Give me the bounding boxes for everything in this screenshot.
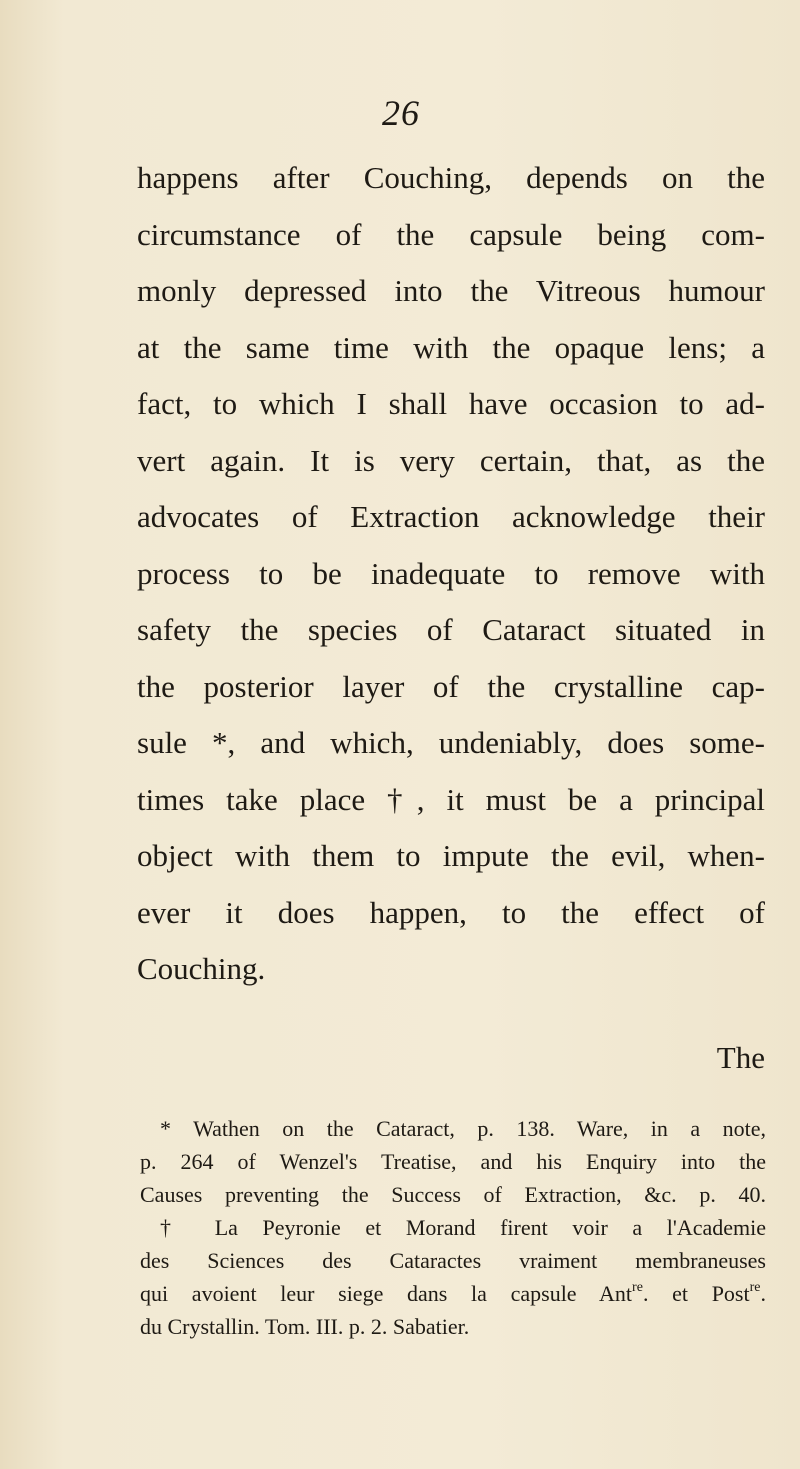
- body-line: times take place †, it must be a principal: [137, 781, 765, 817]
- footnote-text: qui avoient leur siege dans la capsule Ant: [140, 1281, 633, 1306]
- footnote-line: p. 264 of Wenzel's Treatise, and his Enquiry into the: [140, 1149, 766, 1174]
- body-line: at the same time with the opaque lens; a: [137, 329, 765, 365]
- superscript: re: [749, 1280, 761, 1295]
- footnote-text: .: [760, 1281, 766, 1306]
- body-line: vert again. It is very certain, that, as the: [137, 442, 765, 478]
- footnote-line: des Sciences des Cataractes vraiment membraneuses: [140, 1248, 766, 1273]
- body-line: circumstance of the capsule being com-: [137, 216, 765, 252]
- body-line: Couching.: [137, 951, 266, 986]
- footnote-line: * Wathen on the Cataract, p. 138. Ware, in a note,: [160, 1116, 766, 1141]
- footnote-line: [140, 1277, 766, 1310]
- footnote-line: du Crystallin. Tom. III. p. 2. Sabatier.: [140, 1314, 470, 1339]
- body-line: process to be inadequate to remove with: [137, 555, 765, 591]
- catchword: The: [716, 1040, 765, 1075]
- footnote-line: † La Peyronie et Morand firent voir a l'Academie: [160, 1215, 766, 1240]
- footnote-line: Causes preventing the Success of Extraction, &c. p. 40.: [140, 1182, 766, 1207]
- body-line: sule *, and which, undeniably, does some-: [137, 725, 765, 760]
- body-line: the posterior layer of the crystalline cap-: [137, 668, 765, 704]
- footnote-text: . et Post: [642, 1281, 750, 1306]
- footnotes: [140, 1112, 766, 1343]
- body-line: advocates of Extraction acknowledge their: [137, 499, 765, 534]
- body-text: [137, 150, 765, 998]
- body-line: safety the species of Cataract situated in: [137, 612, 765, 647]
- body-line: fact, to which I shall have occasion to ad-: [137, 386, 765, 421]
- page-number: 26: [382, 93, 420, 133]
- body-line: happens after Couching, depends on the: [137, 160, 765, 195]
- body-line: ever it does happen, to the effect of: [137, 894, 765, 930]
- body-line: object with them to impute the evil, when-: [137, 838, 765, 873]
- body-line: monly depressed into the Vitreous humour: [137, 273, 765, 308]
- superscript: re: [632, 1280, 643, 1295]
